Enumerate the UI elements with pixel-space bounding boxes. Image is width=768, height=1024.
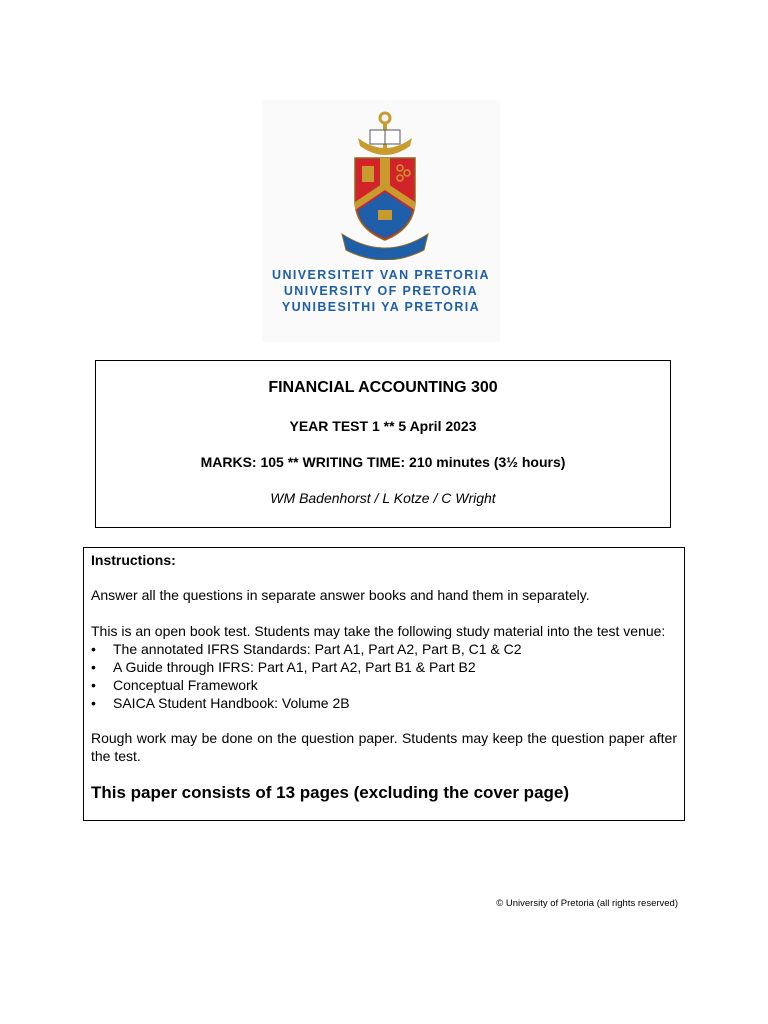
instructions-open-book: This is an open book test. Students may take the following study material into the test venue: [91,623,666,639]
marks-time-line: MARKS: 105 ** WRITING TIME: 210 minutes (3½ hours) [200,454,566,470]
university-name-block [262,267,500,315]
list-item: • SAICA Student Handbook: Volume 2B [91,694,677,712]
university-name-afrikaans: UNIVERSITEIT VAN PRETORIA [272,268,490,282]
copyright-notice: © University of Pretoria (all rights reserved) [496,898,678,909]
course-title: FINANCIAL ACCOUNTING 300 [268,379,498,396]
university-name-sepedi: YUNIBESITHI YA PRETORIA [281,300,481,314]
university-crest-icon [340,110,430,260]
test-date-line: YEAR TEST 1 ** 5 April 2023 [289,418,477,434]
university-name-english: UNIVERSITY OF PRETORIA [283,284,479,298]
university-logo [262,100,500,342]
instructions-rough-work: Rough work may be done on the question paper. Students may keep the question paper after the test. [91,730,677,764]
lecturers-line: WM Badenhorst / L Kotze / C Wright [270,490,496,506]
list-item: • Conceptual Framework [91,676,677,694]
page-count-note: This paper consists of 13 pages (excluding the cover page) [91,783,570,802]
list-item: • A Guide through IFRS: Part A1, Part A2, Part B1 & Part B2 [91,658,677,676]
instructions-answer-books: Answer all the questions in separate answer books and hand them in separately. [91,587,590,603]
list-item: • The annotated IFRS Standards: Part A1, Part A2, Part B, C1 & C2 [91,640,677,658]
title-box [95,360,671,528]
instructions-box [83,547,685,821]
instructions-heading: Instructions: [91,552,176,568]
study-material-list [91,640,677,712]
